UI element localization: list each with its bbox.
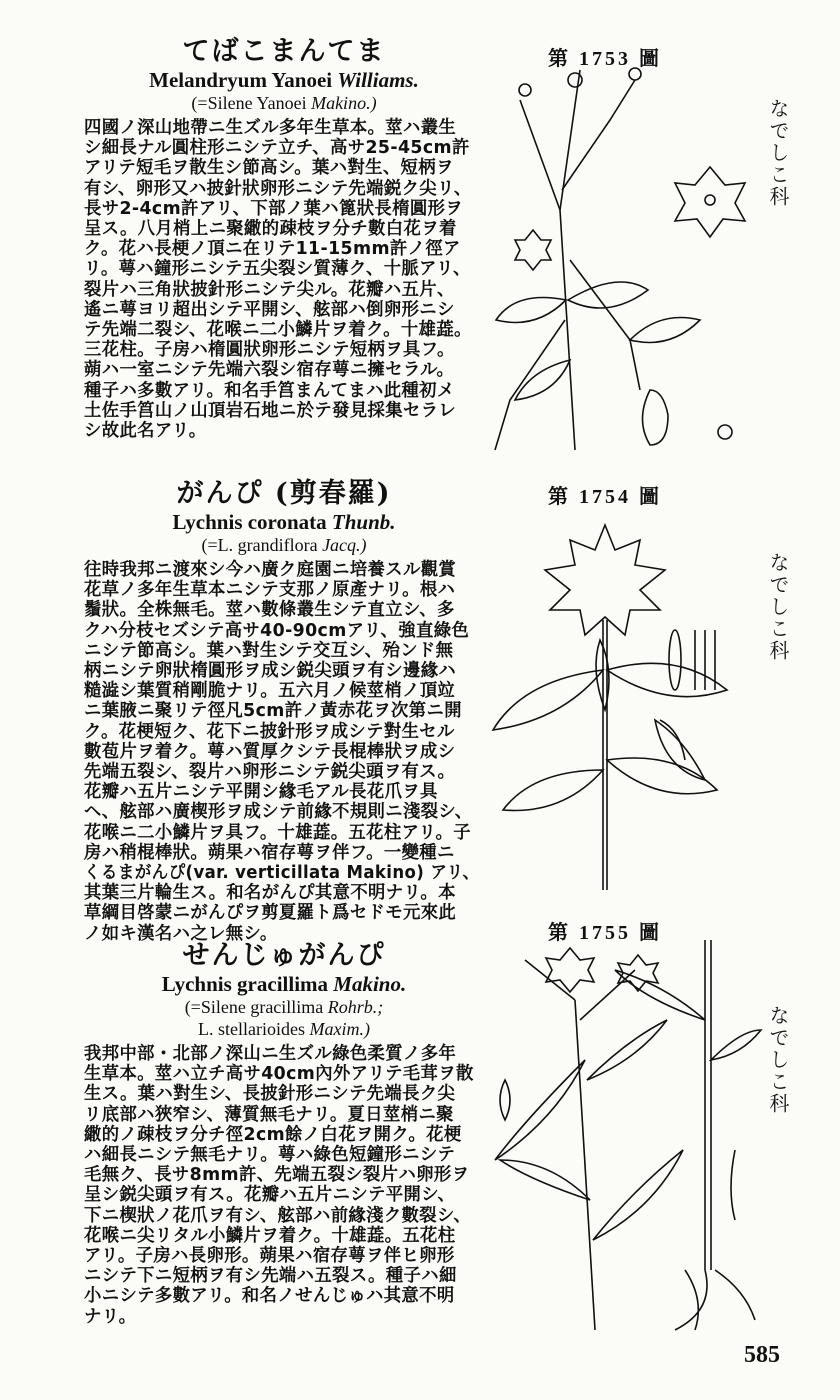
text-line: リ底部ハ狹窄シ、薄質無毛ナリ。夏日莖梢ニ聚 <box>84 1104 454 1125</box>
latin-name: Melandryum Yanoei Williams. <box>149 68 419 92</box>
family-label: なでしこ科 <box>766 98 790 208</box>
description <box>84 118 484 441</box>
text-line: 生ス。葉ハ對生シ、長披針形ニシテ先端長ク尖 <box>84 1084 456 1105</box>
text-line: ノ如キ漢名ハ之レ無シ。 <box>84 923 278 944</box>
description <box>84 560 484 944</box>
text-line: テ先端二裂シ、花喉ニ二小鱗片ヲ着ク。十雄蕋。 <box>84 320 472 341</box>
synonym-2: L. stellarioides Maxim.) <box>198 1019 370 1039</box>
text-line: 往時我邦ニ渡來シ今ハ廣ク庭園ニ培養スル觀賞 <box>84 560 457 580</box>
text-line: 草綱目啓蒙ニがんぴヲ剪夏羅ト爲セドモ元來此 <box>84 903 457 924</box>
synonym: (=Silene gracillima Rohrb.; <box>184 997 384 1017</box>
text-line: 先端五裂シ、裂片ハ卵形ニシテ鋭尖頭ヲ有ス。 <box>84 762 456 783</box>
figure-number: 第 1754 圖 <box>548 486 662 508</box>
text-line: 生草本。莖ハ立チ高サ40cm內外アリテ毛茸ヲ散 <box>84 1064 474 1085</box>
text-line: 鬚狀。全株無毛。莖ハ數條叢生シテ直立シ、多 <box>84 600 455 621</box>
text-line: 裂片ハ三角狀披針形ニシテ尖ル。花瓣ハ五片、 <box>84 279 455 300</box>
text-line: 毛無ク、長サ8mm許、先端五裂シ裂片ハ卵形ヲ <box>84 1165 470 1186</box>
text-line: 土佐手筥山ノ山頂岩石地ニ於テ發見採集セラレ <box>84 400 457 421</box>
entry-title: せんじゅがんぴ <box>182 940 386 971</box>
text-line: 糙澁シ葉質稍剛脆ナリ。五六月ノ候莖梢ノ頂竝 <box>84 681 456 702</box>
text-line: くるまがんぴ(var. verticillata Makino) アリ、 <box>84 863 480 884</box>
lychnis-gracillima-illustration <box>485 940 765 1340</box>
text-line: ク。花ハ長梗ノ頂ニ在リテ11-15mm許ノ徑ア <box>84 239 461 260</box>
entry-1753 <box>84 36 484 441</box>
text-line: 花喉ニ尖リタル小鱗片ヲ着ク。十雄蕋。五花柱 <box>84 1225 456 1246</box>
text-line: クハ分枝セズシテ高サ40-90cmアリ、強直綠色 <box>84 620 470 641</box>
text-line: 遙ニ萼ヨリ超出シテ平開シ、舷部ハ倒卵形ニシ <box>84 299 455 320</box>
synonym: (=Silene Yanoei Makino.) <box>191 93 377 113</box>
text-line: 數苞片ヲ着ク。萼ハ質厚クシテ長棍棒狀ヲ成シ <box>84 741 456 762</box>
text-line: アリ。子房ハ長卵形。蒴果ハ宿存萼ヲ伴ヒ卵形 <box>84 1246 455 1267</box>
text-line: 柄ニシテ卵狀楕圓形ヲ成シ鋭尖頭ヲ有シ邊緣ハ <box>84 661 457 682</box>
text-line: ク。花梗短ク、花下ニ披針形ヲ成シテ對生セル <box>84 721 455 742</box>
text-line: 長サ2-4cm許アリ、下部ノ葉ハ篦狀長楕圓形ヲ <box>84 198 464 219</box>
figure-number: 第 1755 圖 <box>548 922 662 944</box>
family-label: なでしこ科 <box>766 552 790 662</box>
family-label: なでしこ科 <box>766 1005 790 1115</box>
melandryum-illustration <box>480 60 760 460</box>
text-line: アリテ短毛ヲ散生シ節高シ。葉ハ對生、短柄ヲ <box>84 158 454 179</box>
synonym: (=L. grandiflora Jacq.) <box>201 535 367 555</box>
text-line: ニシテ下ニ短柄ヲ有シ先端ハ五裂ス。種子ハ細 <box>84 1266 457 1287</box>
text-line: シ細長ナル圓柱形ニシテ立チ、高サ25-45cm許 <box>84 138 470 159</box>
text-line: 三花柱。子房ハ楕圓狀卵形ニシテ短柄ヲ具フ。 <box>84 340 455 361</box>
text-line: 蒴ハ一室ニシテ先端六裂シ宿存萼ニ擁セラル。 <box>84 360 455 381</box>
text-line: 呈シ鋭尖頭ヲ有ス。花瓣ハ五片ニシテ平開シ、 <box>84 1185 456 1206</box>
latin-name: Lychnis gracillima Makino. <box>161 972 407 996</box>
text-line: 房ハ稍棍棒狀。蒴果ハ宿存萼ヲ伴フ。一變種ニ <box>84 842 455 863</box>
text-line: ニ葉腋ニ聚リテ徑凡5cm許ノ黃赤花ヲ次第ニ開 <box>84 701 462 722</box>
lychnis-coronata-illustration <box>485 510 755 900</box>
text-line: 下ニ楔狀ノ花爪ヲ有シ、舷部ハ前緣淺ク數裂シ、 <box>84 1205 472 1226</box>
description <box>84 1044 484 1327</box>
text-line: ナリ。 <box>84 1306 137 1327</box>
text-line: 花喉ニ二小鱗片ヲ具フ。十雄蕋。五花柱アリ。子 <box>84 822 471 843</box>
entry-1754 <box>84 478 484 944</box>
text-line: ハ細長ニシテ無毛ナリ。萼ハ綠色短鐘形ニシテ <box>84 1145 456 1166</box>
text-line: シ故此名アリ。 <box>84 421 207 442</box>
text-line: 其葉三片輪生ス。和名がんぴ其意不明ナリ。本 <box>84 883 456 904</box>
entry-1755 <box>84 940 484 1327</box>
text-line: 種子ハ多數アリ。和名手筥まんてまハ此種初メ <box>84 380 455 401</box>
entry-title: がんぴ (剪春羅) <box>176 478 392 509</box>
latin-name: Lychnis coronata Thunb. <box>172 510 396 534</box>
text-line: 繖的ノ疎枝ヲ分チ徑2cm餘ノ白花ヲ開ク。花梗 <box>84 1124 462 1145</box>
text-line: 花草ノ多年生草本ニシテ支那ノ原產ナリ。根ハ <box>84 580 456 601</box>
text-line: ニシテ節高シ。葉ハ對生シテ交互シ、殆ンド無 <box>84 640 454 661</box>
text-line: 有シ、卵形又ハ披針狀卵形ニシテ先端鋭ク尖リ、 <box>84 178 472 199</box>
text-line: 我邦中部・北部ノ深山ニ生ズル綠色柔質ノ多年 <box>84 1044 457 1064</box>
entry-title: てばこまんてま <box>182 36 386 67</box>
text-line: 四國ノ深山地帶ニ生ズル多年生草本。莖ハ叢生 <box>84 118 457 138</box>
text-line: リ。萼ハ鐘形ニシテ五尖裂シ質薄ク、十脈アリ、 <box>84 259 471 280</box>
figure-number: 第 1753 圖 <box>548 48 662 70</box>
text-line: 花瓣ハ五片ニシテ平開シ緣毛アル長花爪ヲ具 <box>84 782 438 803</box>
page-number: 585 <box>744 1342 780 1368</box>
text-line: 呈ス。八月梢上ニ聚繖的疎枝ヲ分チ數白花ヲ着 <box>84 219 457 240</box>
text-line: ヘ、舷部ハ廣楔形ヲ成シテ前緣不規則ニ淺裂シ、 <box>84 802 473 823</box>
text-line: 小ニシテ多數アリ。和名ノせんじゅハ其意不明 <box>84 1286 455 1307</box>
